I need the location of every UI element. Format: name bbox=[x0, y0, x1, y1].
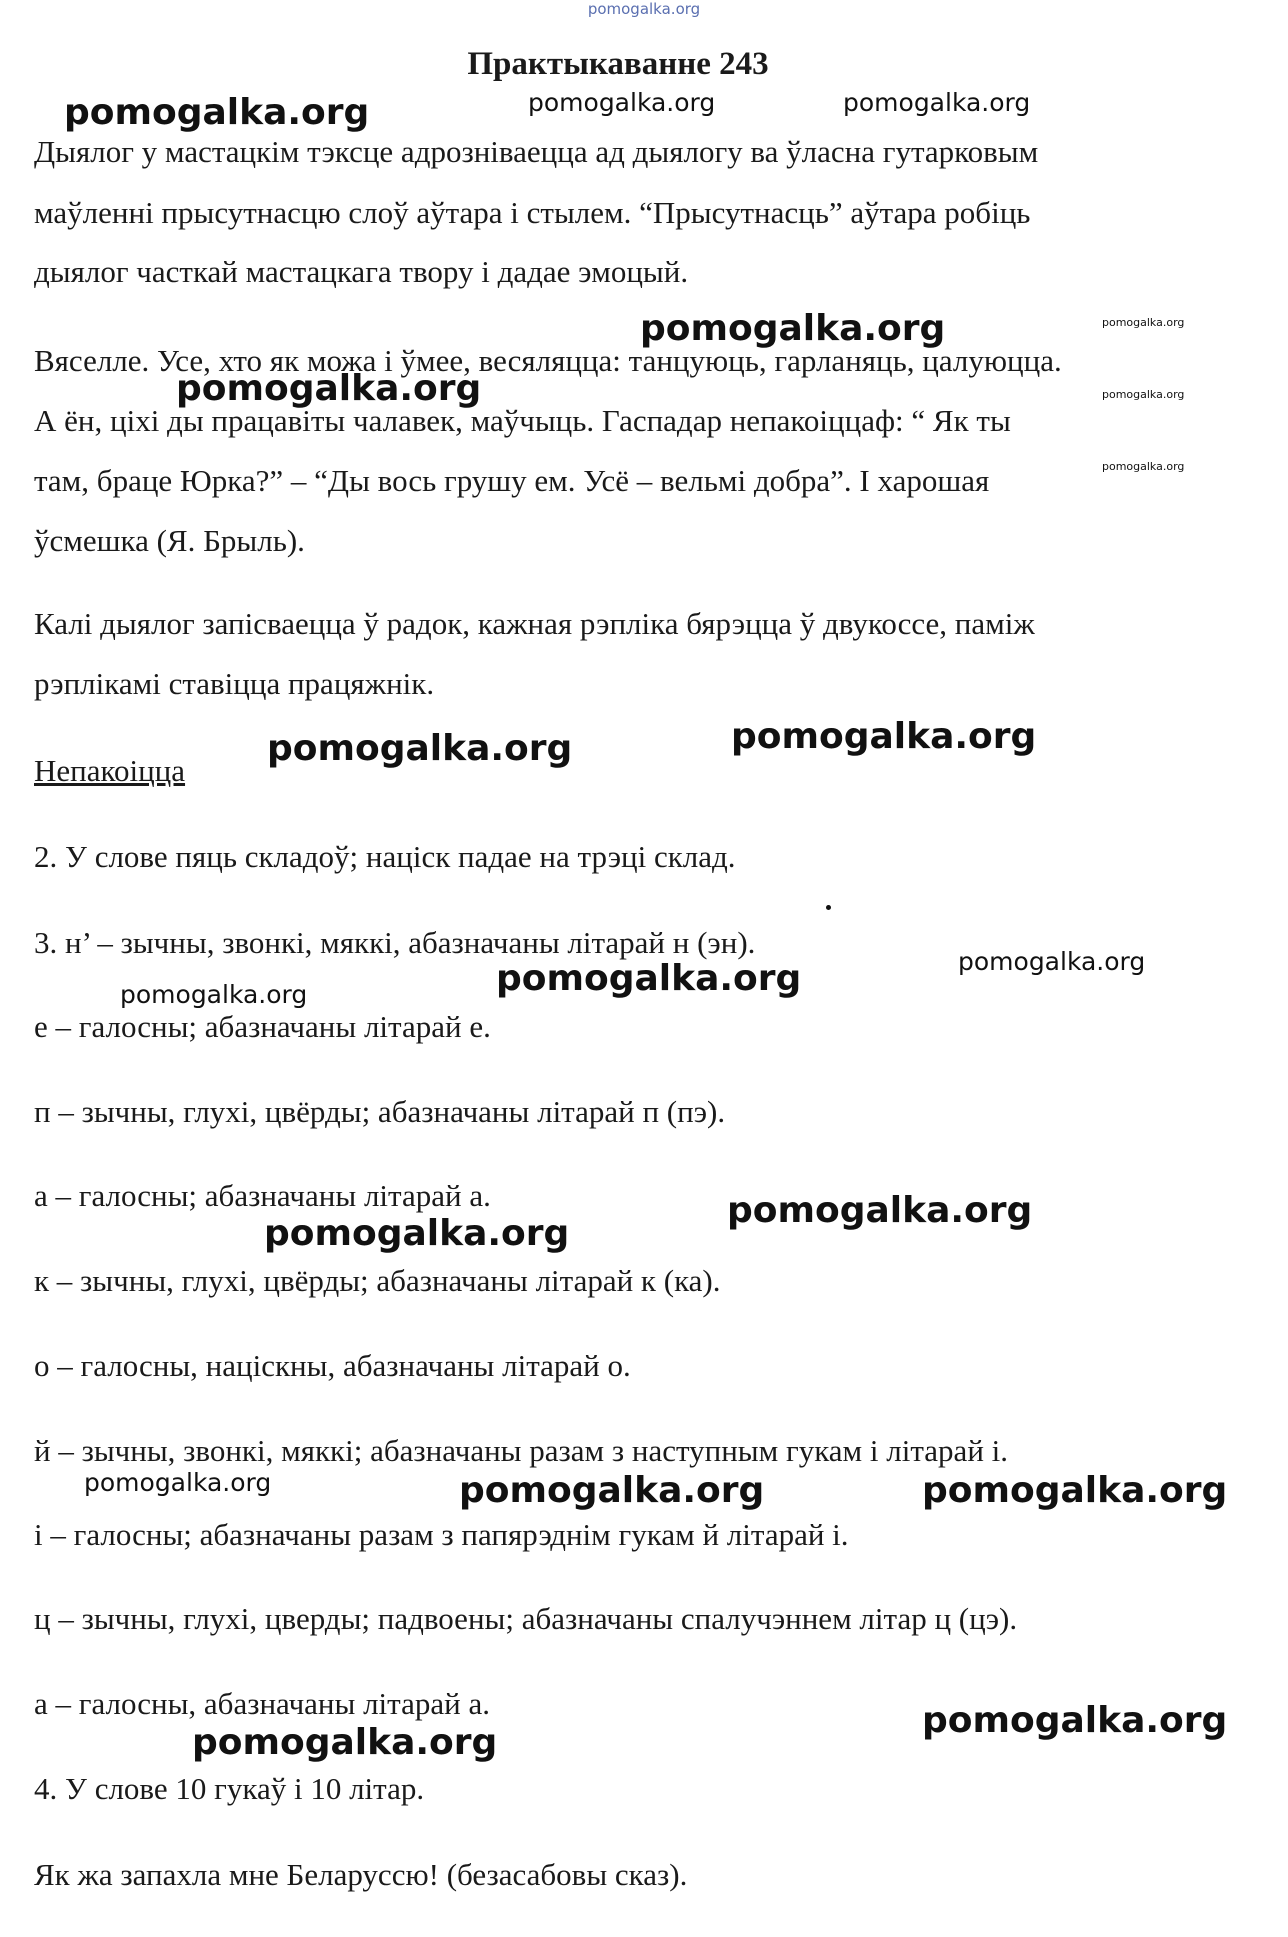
watermark: pomogalka.org bbox=[64, 92, 370, 133]
analysis-sound: 3. н’ – зычны, звонкі, мяккі, абазначаны літарай н (эн). bbox=[34, 925, 756, 960]
watermark: pomogalka.org bbox=[1102, 388, 1185, 401]
watermark: pomogalka.org bbox=[528, 88, 716, 117]
analysis-sound: і – галосны; абазначаны разам з папярэднім гукам й літарай і. bbox=[34, 1517, 849, 1552]
stray-dot bbox=[826, 905, 831, 910]
analysis-sound: к – зычны, глухі, цвёрды; абазначаны літарай к (ка). bbox=[34, 1263, 721, 1298]
analysis-sound: а – галосны, абазначаны літарай а. bbox=[34, 1686, 490, 1721]
header-watermark: pomogalka.org bbox=[587, 0, 701, 18]
paragraph-line: Дыялог у мастацкім тэксце адрозніваецца ад дыялогу ва ўласна гутарковым bbox=[34, 134, 1039, 169]
paragraph-line: ўсмешка (Я. Брыль). bbox=[34, 523, 305, 558]
paragraph-line: А ён, ціхі ды працавіты чалавек, маўчыць. Гаспадар непакоіццаф: “ Як ты bbox=[34, 403, 1011, 438]
analysis-sound: е – галосны; абазначаны літарай е. bbox=[34, 1009, 491, 1044]
analysis-sound: о – галосны, націскны, абазначаны літарай о. bbox=[34, 1348, 631, 1383]
watermark: pomogalka.org bbox=[267, 728, 573, 769]
analysis-syllables: 2. У слове пяць складоў; націск падае на трэці склад. bbox=[34, 839, 736, 874]
paragraph-line: маўленні прысутнасцю слоў аўтара і стылем. “Прысутнасць” аўтара робіць bbox=[34, 195, 1031, 230]
watermark: pomogalka.org bbox=[843, 88, 1031, 117]
analysis-sound: й – зычны, звонкі, мяккі; абазначаны разам з наступным гукам і літарай і. bbox=[34, 1433, 1009, 1468]
paragraph-line: дыялог часткай мастацкага твору і дадае эмоцый. bbox=[34, 254, 689, 289]
watermark: pomogalka.org bbox=[264, 1213, 570, 1254]
paragraph-line: Калі дыялог запісваецца ў радок, кажная рэпліка бярэцца ў двукоссе, паміж bbox=[34, 606, 1035, 641]
watermark: pomogalka.org bbox=[958, 947, 1146, 976]
analysis-sound: а – галосны; абазначаны літарай а. bbox=[34, 1178, 491, 1213]
analysis-sound: ц – зычны, глухі, цверды; падвоены; абазначаны спалучэннем літар ц (цэ). bbox=[34, 1601, 1018, 1636]
page-title: Практыкаванне 243 bbox=[467, 46, 769, 82]
watermark: pomogalka.org bbox=[922, 1470, 1228, 1511]
watermark: pomogalka.org bbox=[1102, 460, 1185, 473]
watermark: pomogalka.org bbox=[727, 1190, 1033, 1231]
paragraph-line: там, браце Юрка?” – “Ды вось грушу ем. Усё – вельмі добра”. І харошая bbox=[34, 463, 990, 498]
paragraph-line: рэплікамі ставіцца працяжнік. bbox=[34, 666, 435, 701]
watermark: pomogalka.org bbox=[84, 1468, 272, 1497]
word-heading: Непакоіцца bbox=[34, 753, 186, 788]
watermark: pomogalka.org bbox=[459, 1470, 765, 1511]
watermark: pomogalka.org bbox=[192, 1722, 498, 1763]
watermark: pomogalka.org bbox=[120, 980, 308, 1009]
watermark: pomogalka.org bbox=[496, 958, 802, 999]
watermark: pomogalka.org bbox=[731, 716, 1037, 757]
analysis-sound: п – зычны, глухі, цвёрды; абазначаны літарай п (пэ). bbox=[34, 1094, 726, 1129]
watermark: pomogalka.org bbox=[640, 308, 946, 349]
final-sentence: Як жа запахла мне Беларуссю! (безасабовы сказ). bbox=[34, 1857, 688, 1892]
watermark: pomogalka.org bbox=[176, 368, 482, 409]
paragraph-line: Вяселле. Усе, хто як можа і ўмее, весяляцца: танцуюць, гарланяць, цалуюцца. bbox=[34, 343, 1062, 378]
watermark: pomogalka.org bbox=[1102, 316, 1185, 329]
analysis-count: 4. У слове 10 гукаў і 10 літар. bbox=[34, 1771, 425, 1806]
watermark: pomogalka.org bbox=[922, 1700, 1228, 1741]
